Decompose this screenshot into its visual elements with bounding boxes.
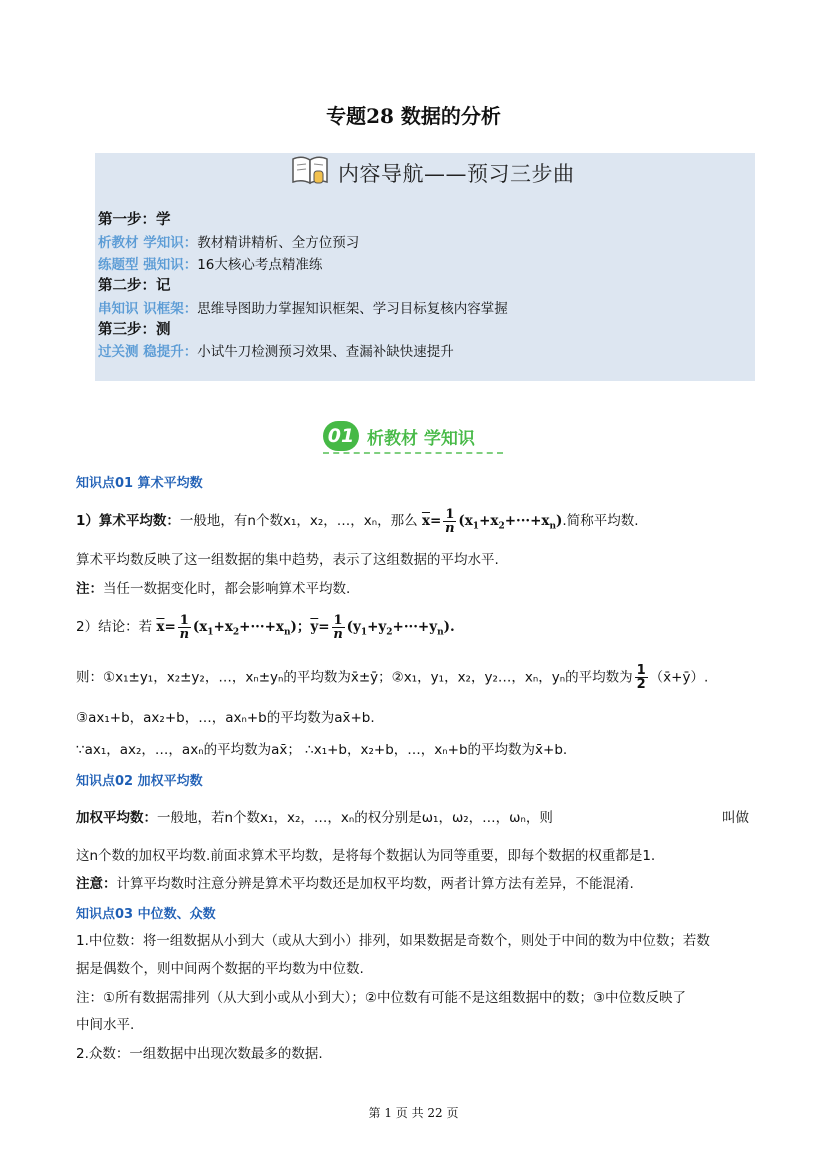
kp3-heading: 知识点03 中位数、众数 — [76, 907, 216, 922]
section-badge — [323, 418, 475, 454]
kp1-p5: ③ax₁+b，ax₂+b，…，axₙ+b的平均数为ax̄+b. — [76, 710, 375, 726]
step-3: 第三步：测 — [98, 322, 171, 338]
step-1: 第一步：学 — [98, 212, 171, 228]
kp2-p1: 加权平均数：一般地，若n个数x₁，x₂，…，xₙ的权分别是ω₁，ω₂，…，ωₙ，则 — [76, 810, 553, 826]
kp1-p2: 算术平均数反映了这一组数据的集中趋势，表示了这组数据的平均水平. — [76, 552, 499, 568]
kp1-p4: 则：①x₁±y₁，x₂±y₂，…，xₙ±yₙ的平均数为x̄±ȳ；②x₁，y₁，x₂，y₂…，xₙ，yₙ的平均数为 $\frac{1}{2}$ （x̄+ȳ）. — [76, 663, 709, 692]
kp1-heading: 知识点01 算术平均数 — [76, 476, 203, 491]
conclusion-formula: $\overline{x}=$ $\frac{1}{n}$ $(x_1+x_2+\cdot\cdot\cdot+x_n)$；$\overline{y}=$ $\frac{1}{n}$ $(y_1+y_2+\cdot\cdot\cdot+y_n)$. — [156, 613, 455, 642]
kp3-p2b: 中间水平. — [76, 1017, 135, 1033]
kp2-p1-right: 叫做 — [722, 810, 749, 826]
nav-heading — [290, 153, 575, 193]
step-2: 第二步：记 — [98, 278, 171, 294]
kp3-p1b: 据是偶数个，则中间两个数据的平均数为中位数. — [76, 961, 364, 977]
section-number: 01 — [323, 421, 359, 451]
section-underline — [323, 452, 503, 454]
page-title: 专题28 数据的分析 — [326, 104, 501, 128]
mean-formula: $\overline{x}=$ $\frac{1}{n}$ $(x_1+x_2+\cdot\cdot\cdot+x_n)$ — [421, 507, 563, 536]
nav-heading-text: 内容导航——预习三步曲 — [338, 162, 575, 186]
kp1-p3: 2）结论：若 $\overline{x}=$ $\frac{1}{n}$ $(x_1+x_2+\cdot\cdot\cdot+x_n)$；$\overline{y}=$ $\frac{1}{n}$ $(y_1+y_2+\cdot\cdot\cdot+y_n)$. — [76, 613, 455, 642]
nav-line-4: 过关测 稳提升：小试牛刀检测预习效果、查漏补缺快速提升 — [98, 344, 454, 360]
nav-line-3: 串知识 识框架：思维导图助力掌握知识框架、学习目标复核内容掌握 — [98, 301, 508, 317]
nav-line-1: 析教材 学知识：教材精讲精析、全方位预习 — [98, 235, 360, 251]
kp2-note: 注意：计算平均数时注意分辨是算术平均数还是加权平均数，两者计算方法有差异，不能混淆. — [76, 876, 634, 892]
kp1-p6: ∵ax₁，ax₂，…，axₙ的平均数为ax̄； ∴x₁+b，x₂+b，…，xₙ+b的平均数为x̄+b. — [76, 742, 568, 758]
kp3-p1: 1.中位数：将一组数据从小到大（或从大到小）排列，如果数据是奇数个，则处于中间的数为中位数；若数 — [76, 933, 710, 949]
kp1-p1: 1）算术平均数：一般地，有n个数x₁，x₂，…，xₙ，那么 $\overline{x}=$ $\frac{1}{n}$ $(x_1+x_2+\cdot\cdot\cdot+x_n)$.简称平均数. — [76, 507, 639, 536]
book-icon — [290, 153, 332, 193]
section-label: 析教材 学知识 — [367, 428, 475, 449]
kp2-heading: 知识点02 加权平均数 — [76, 774, 203, 789]
nav-line-2: 练题型 强知识：16大核心考点精准练 — [98, 257, 323, 273]
page-footer: 第 1 页 共 22 页 — [368, 1106, 459, 1120]
kp2-p2: 这n个数的加权平均数.前面求算术平均数，是将每个数据认为同等重要，即每个数据的权重都是1. — [76, 848, 656, 864]
kp3-p2: 注：①所有数据需排列（从大到小或从小到大）；②中位数有可能不是这组数据中的数；③中位数反映了 — [76, 990, 687, 1006]
kp1-note: 注：当任一数据变化时，都会影响算术平均数. — [76, 581, 351, 597]
kp3-p3: 2.众数：一组数据中出现次数最多的数据. — [76, 1046, 323, 1062]
